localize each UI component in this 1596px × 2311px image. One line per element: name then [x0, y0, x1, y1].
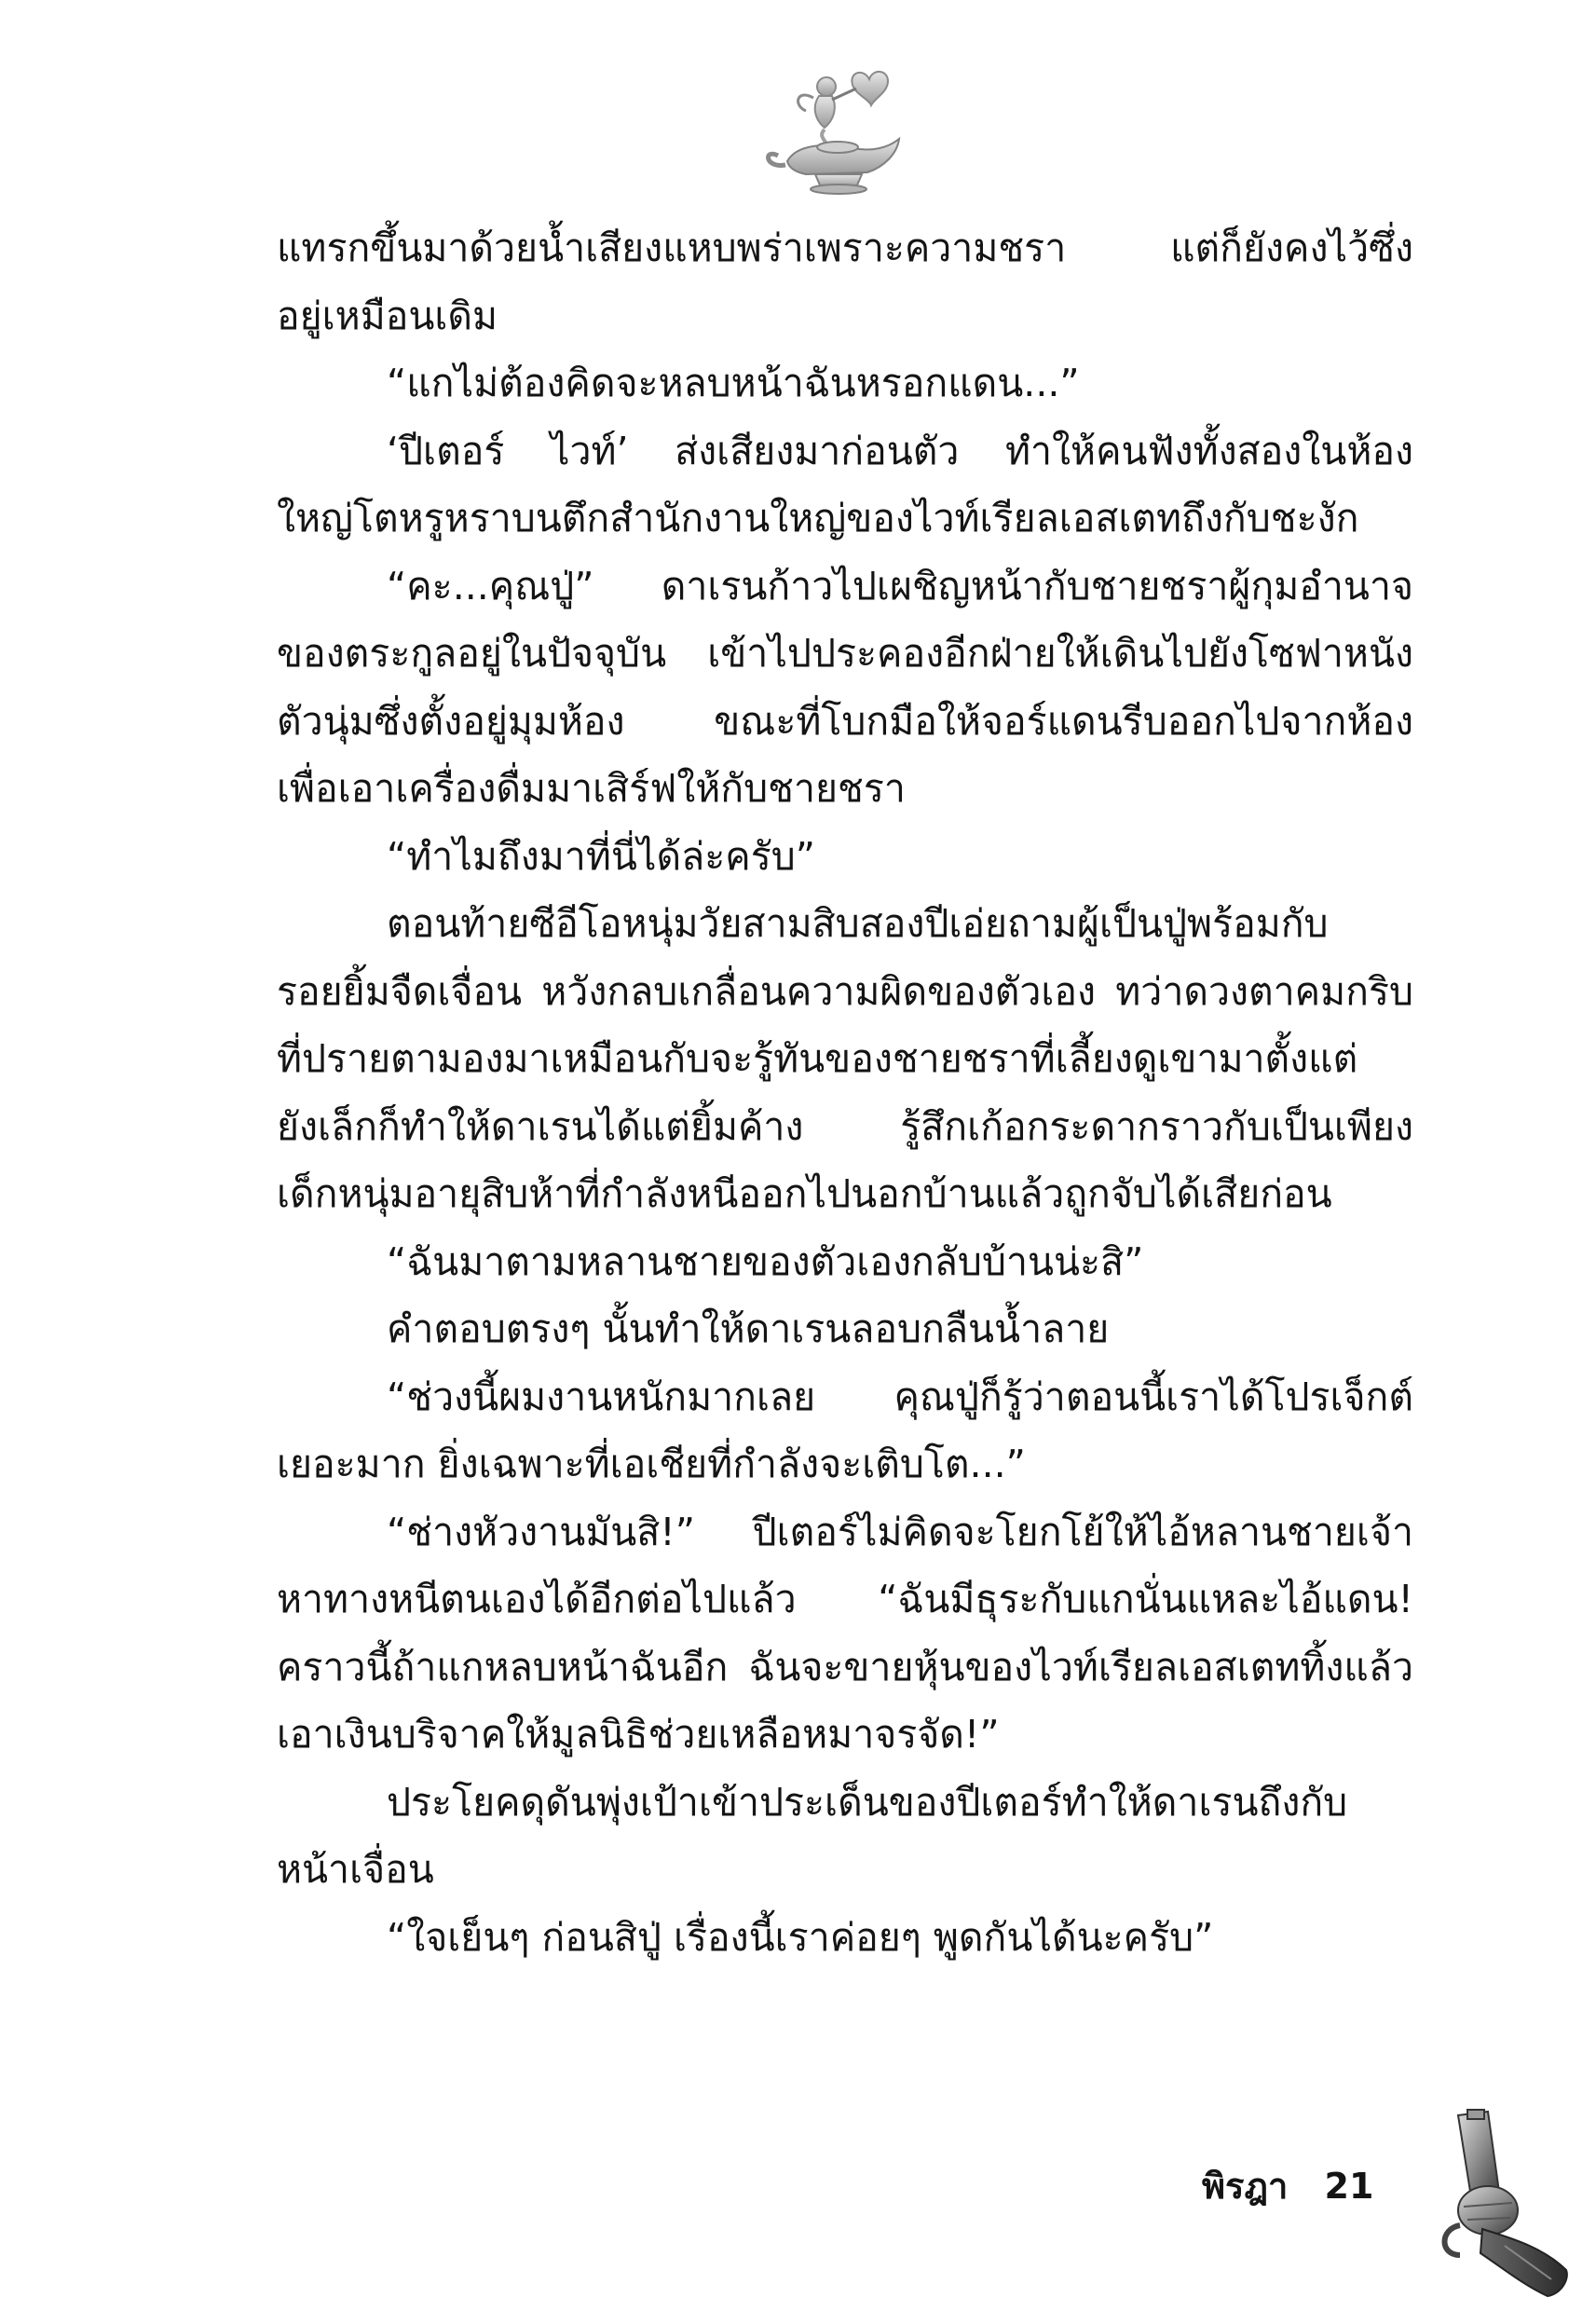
book-title: พิรฎา: [1202, 2166, 1289, 2207]
text-line: ใหญ่โตหรูหราบนตึกสำนักงานใหญ่ของไวท์เรียลเอสเตทถึงกับชะงัก: [277, 496, 1359, 540]
text-line: รอยยิ้มจืดเจื่อน หวังกลบเกลื่อนความผิดของตัวเอง ทว่าดวงตาคมกริบ: [277, 968, 1413, 1014]
story-text: [277, 214, 1413, 1971]
text-line: คำตอบตรงๆ นั้นทำให้ดาเรนลอบกลืนน้ำลาย: [387, 1306, 1110, 1351]
text-line: ยังเล็กก็ทำให้ดาเรนได้แต่ยิ้มค้าง รู้สึกเก้อกระดากราวกับเป็นเพียง: [277, 1103, 1413, 1149]
text-line: “แกไม่ต้องคิดจะหลบหน้าฉันหรอกแดน...”: [387, 361, 1080, 405]
text-line: หน้าเจื่อน: [277, 1847, 434, 1892]
text-line: “ฉันมาตามหลานชายของตัวเองกลับบ้านน่ะสิ”: [387, 1238, 1144, 1284]
text-line: ‘ปีเตอร์ ไวท์’ ส่งเสียงมาก่อนตัว ทำให้คนฟังทั้งสองในห้อง: [387, 428, 1413, 473]
text-line: “ช่วงนี้ผมงานหนักมากเลย คุณปู่ก็รู้ว่าตอนนี้เราได้โปรเจ็กต์: [387, 1374, 1413, 1419]
text-line: เยอะมาก ยิ่งเฉพาะที่เอเชียที่กำลังจะเติบโต...”: [277, 1442, 1026, 1486]
text-line: อยู่เหมือนเดิม: [277, 293, 498, 338]
text-line: “ทำไมถึงมาที่นี่ได้ล่ะครับ”: [387, 833, 815, 879]
text-line: เพื่อเอาเครื่องดื่มมาเสิร์ฟให้กับชายชรา: [277, 766, 906, 811]
text-line: แทรกขึ้นมาด้วยน้ำเสียงแหบพร่าเพราะความชรา แต่ก็ยังคงไว้ซึ่ง: [277, 226, 1413, 270]
text-line: เด็กหนุ่มอายุสิบห้าที่กำลังหนีออกไปนอกบ้านแล้วถูกจับได้เสียก่อน: [277, 1171, 1332, 1216]
text-line: “คะ...คุณปู่” ดาเรนก้าวไปเผชิญหน้ากับชายชราผู้กุมอำนาจ: [387, 563, 1413, 609]
page-number: 21: [1324, 2166, 1374, 2207]
text-line: ตัวนุ่มซึ่งตั้งอยู่มุมห้อง ขณะที่โบกมือให้จอร์แดนรีบออกไปจากห้อง: [277, 698, 1413, 744]
magic-lamp-with-cupid-icon: [759, 51, 918, 210]
revolver-icon: [1402, 2106, 1579, 2302]
text-line: ที่ปรายตามองมาเหมือนกับจะรู้ทันของชายชราที่เลี้ยงดูเขามาตั้งแต่: [277, 1036, 1358, 1081]
text-line: เอาเงินบริจาคให้มูลนิธิช่วยเหลือหมาจรจัด!”: [277, 1712, 1000, 1757]
text-line: คราวนี้ถ้าแกหลบหน้าฉันอีก ฉันจะขายหุ้นของไวท์เรียลเอสเตททิ้งแล้ว: [277, 1644, 1413, 1689]
text-line: ของตระกูลอยู่ในปัจจุบัน เข้าไปประคองอีกฝ่ายให้เดินไปยังโซฟาหนัง: [277, 631, 1413, 676]
text-line: ประโยคดุดันพุ่งเป้าเข้าประเด็นของปีเตอร์ทำให้ดาเรนถึงกับ: [387, 1779, 1348, 1825]
text-line: ตอนท้ายซีอีโอหนุ่มวัยสามสิบสองปีเอ่ยถามผู้เป็นปู่พร้อมกับ: [387, 901, 1329, 946]
text-line: “ช่างหัวงานมันสิ!” ปีเตอร์ไม่คิดจะโยกโย้ให้ไอ้หลานชายเจ้า: [387, 1509, 1413, 1554]
page-footer: [1202, 2157, 1373, 2214]
text-line: หาทางหนีตนเองได้อีกต่อไปแล้ว “ฉันมีธุระกับแกนั่นแหละไอ้แดน!: [277, 1577, 1413, 1621]
text-line: “ใจเย็นๆ ก่อนสิปู่ เรื่องนี้เราค่อยๆ พูดกันได้นะครับ”: [387, 1914, 1214, 1960]
